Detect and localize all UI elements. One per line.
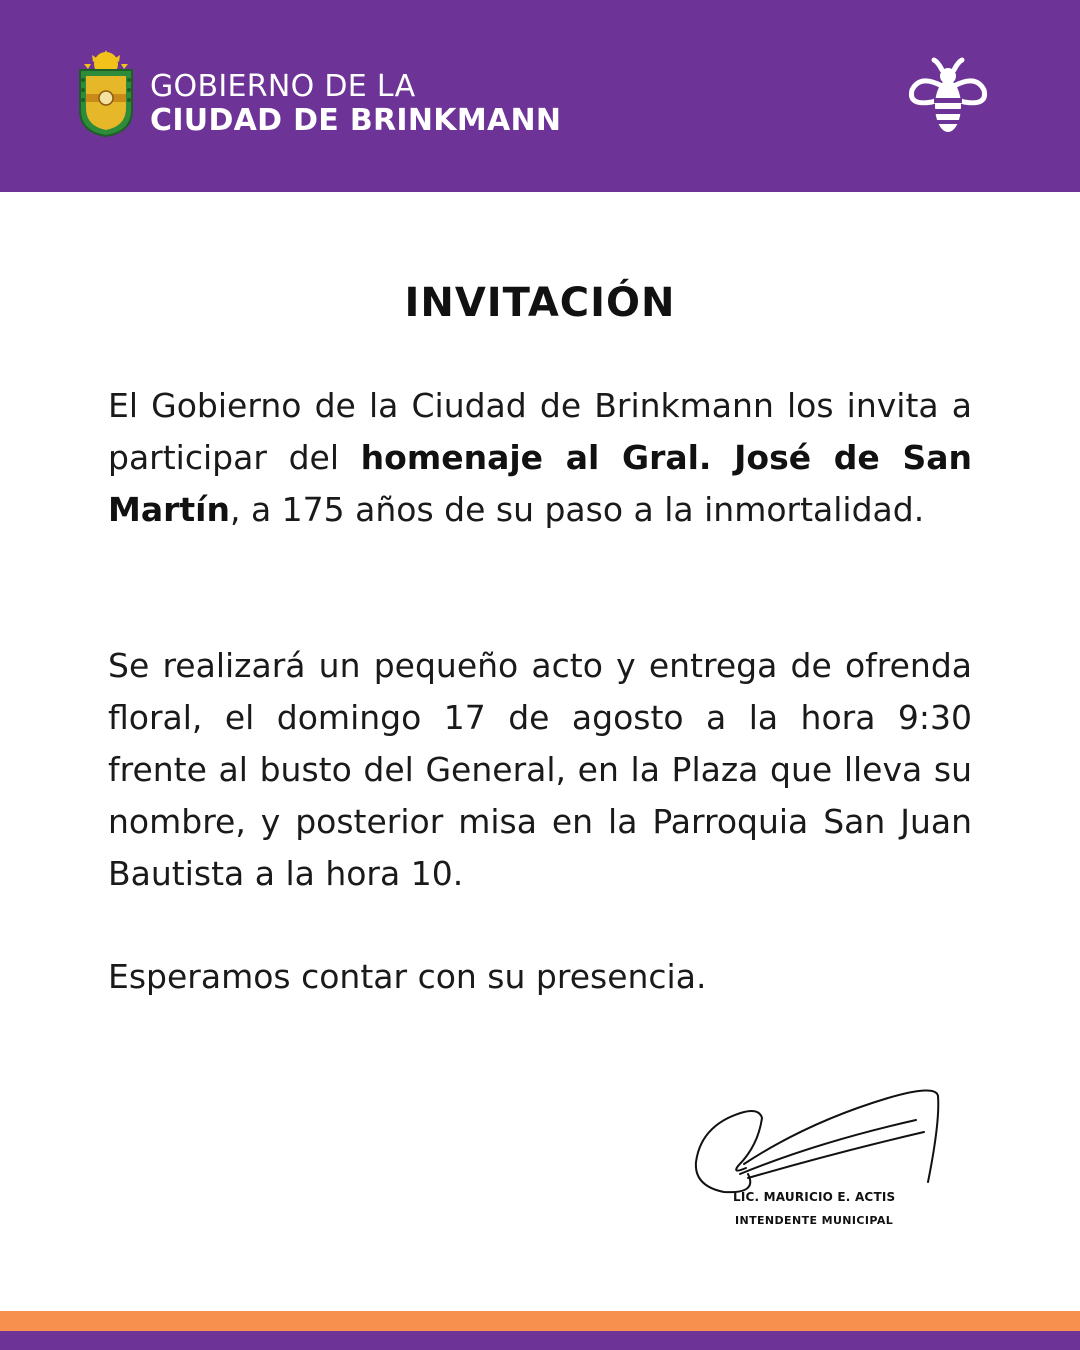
highlighted-text: homenaje al Gral. José de San Martín — [108, 438, 972, 529]
brand-wordmark — [150, 69, 562, 138]
invitation-paragraph — [108, 380, 972, 536]
brand-line-2: CIUDAD DE BRINKMANN — [150, 103, 562, 138]
signatory-name: LIC. MAURICIO E. ACTIS — [733, 1190, 896, 1204]
brand-line-1: GOBIERNO DE LA — [150, 69, 416, 104]
paragraph-text: El Gobierno de la Ciudad de Brinkmann los invita a participar del — [108, 386, 972, 477]
footer-stripe-orange — [0, 1311, 1080, 1331]
handwritten-signature — [688, 1082, 950, 1202]
bee-icon — [906, 56, 990, 138]
paragraph-text-end: , a 175 años de su paso a la inmortalidad. — [229, 490, 925, 529]
event-details-paragraph: Se realizará un pequeño acto y entrega de ofrenda floral, el domingo 17 de agosto a la hora 9:30 frente al busto del General, en la Plaza que lleva su nombre, y posterior misa en la Parroquia San Juan Bautista a la hora 10. — [108, 646, 972, 893]
closing-paragraph: Esperamos contar con su presencia. — [108, 957, 707, 996]
city-crest-icon — [76, 50, 136, 138]
footer-stripe-purple — [0, 1331, 1080, 1350]
header-banner — [0, 0, 1080, 192]
signatory-role: INTENDENTE MUNICIPAL — [735, 1214, 894, 1227]
page-title: INVITACIÓN — [404, 280, 676, 326]
